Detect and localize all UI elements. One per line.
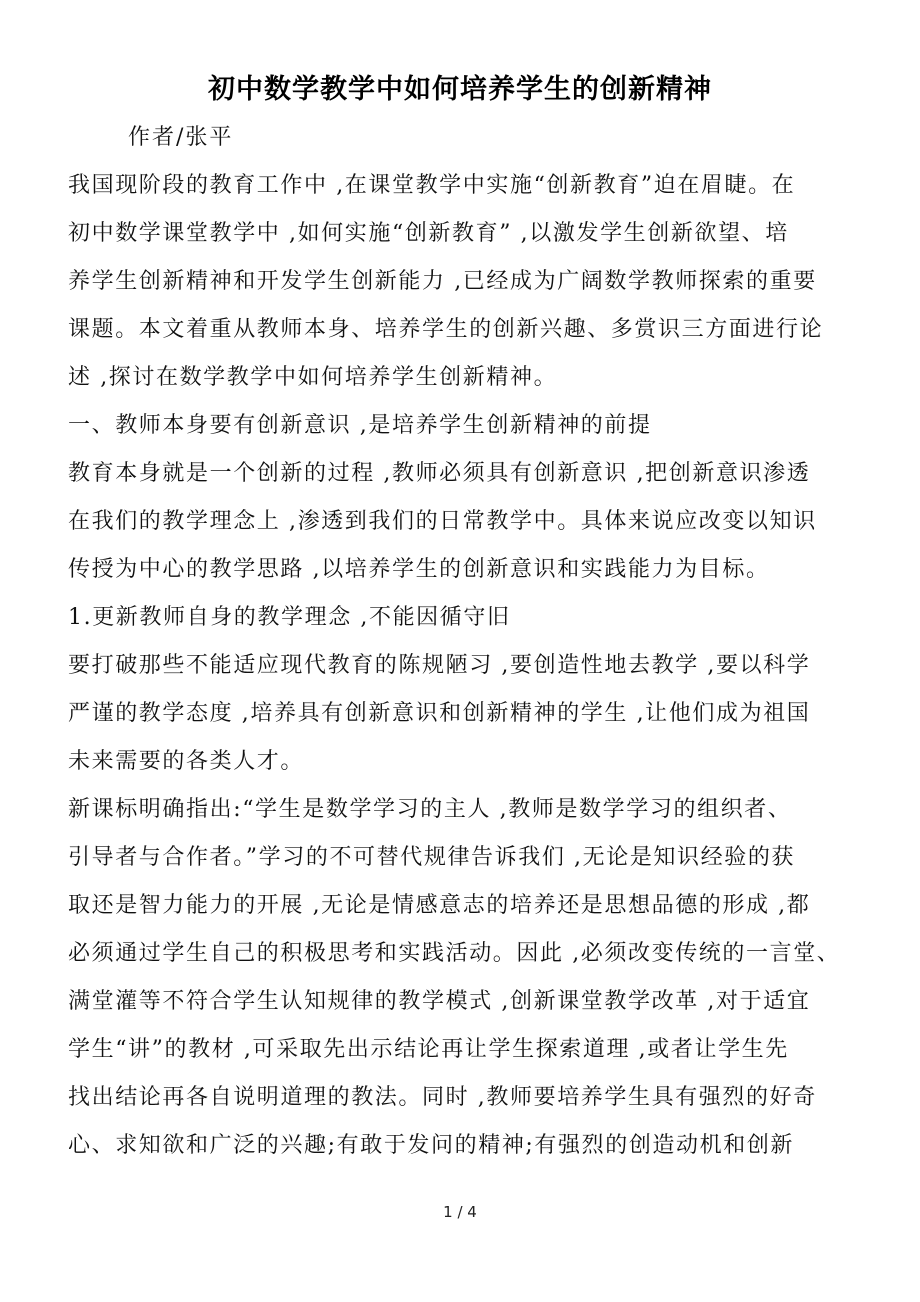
text-line: 我国现阶段的教育工作中 ,在课堂教学中实施“创新教育”迫在眉睫。在	[68, 173, 796, 198]
text-line: 满堂灌等不符合学生认知规律的教学模式 ,创新课堂教学改革 ,对于适宜	[68, 989, 811, 1014]
text-line: 初中数学课堂教学中 ,如何实施“创新教育” ,以激发学生创新欲望、培	[68, 221, 789, 246]
text-line: 找出结论再各自说明道理的教法。同时 ,教师要培养学生具有强烈的好奇	[68, 1085, 817, 1110]
text-line: 要打破那些不能适应现代教育的陈规陋习 ,要创造性地去教学 ,要以科学	[68, 653, 811, 678]
text-line: 在我们的教学理念上 ,渗透到我们的日常教学中。具体来说应改变以知识	[68, 509, 817, 534]
text-line: 养学生创新精神和开发学生创新能力 ,已经成为广阔数学教师探索的重要	[68, 269, 817, 294]
text-line: 取还是智力能力的开展 ,无论是情感意志的培养还是思想品德的形成 ,都	[68, 893, 811, 918]
subsection-heading: 1.更新教师自身的教学理念 ,不能因循守旧	[68, 605, 511, 630]
document-author: 作者/张平	[128, 125, 234, 150]
text-line: 课题。本文着重从教师本身、培养学生的创新兴趣、多赏识三方面进行论	[68, 317, 824, 342]
section-heading: 一、教师本身要有创新意识 ,是培养学生创新精神的前提	[68, 413, 652, 438]
text-line: 学生“讲”的教材 ,可采取先出示结论再让学生探索道理 ,或者让学生先	[68, 1037, 789, 1062]
text-line: 新课标明确指出:“学生是数学学习的主人 ,教师是数学学习的组织者、	[68, 797, 792, 822]
text-line: 教育本身就是一个创新的过程 ,教师必须具有创新意识 ,把创新意识渗透	[68, 461, 811, 486]
document-title: 初中数学教学中如何培养学生的创新精神	[208, 74, 712, 105]
text-line: 述 ,探讨在数学教学中如何培养学生创新精神。	[68, 365, 558, 390]
text-line: 心、求知欲和广泛的兴趣;有敢于发问的精神;有强烈的创造动机和创新	[68, 1133, 795, 1158]
text-line: 未来需要的各类人才。	[68, 749, 305, 774]
text-line: 引导者与合作者。”学习的不可替代规律告诉我们 ,无论是知识经验的获	[68, 845, 796, 870]
text-line: 必须通过学生自己的积极思考和实践活动。因此 ,必须改变传统的一言堂、	[68, 941, 841, 966]
text-line: 传授为中心的教学思路 ,以培养学生的创新意识和实践能力为目标。	[68, 557, 770, 582]
page-indicator: 1 / 4	[443, 1203, 477, 1221]
text-line: 严谨的教学态度 ,培养具有创新意识和创新精神的学生 ,让他们成为祖国	[68, 701, 811, 726]
